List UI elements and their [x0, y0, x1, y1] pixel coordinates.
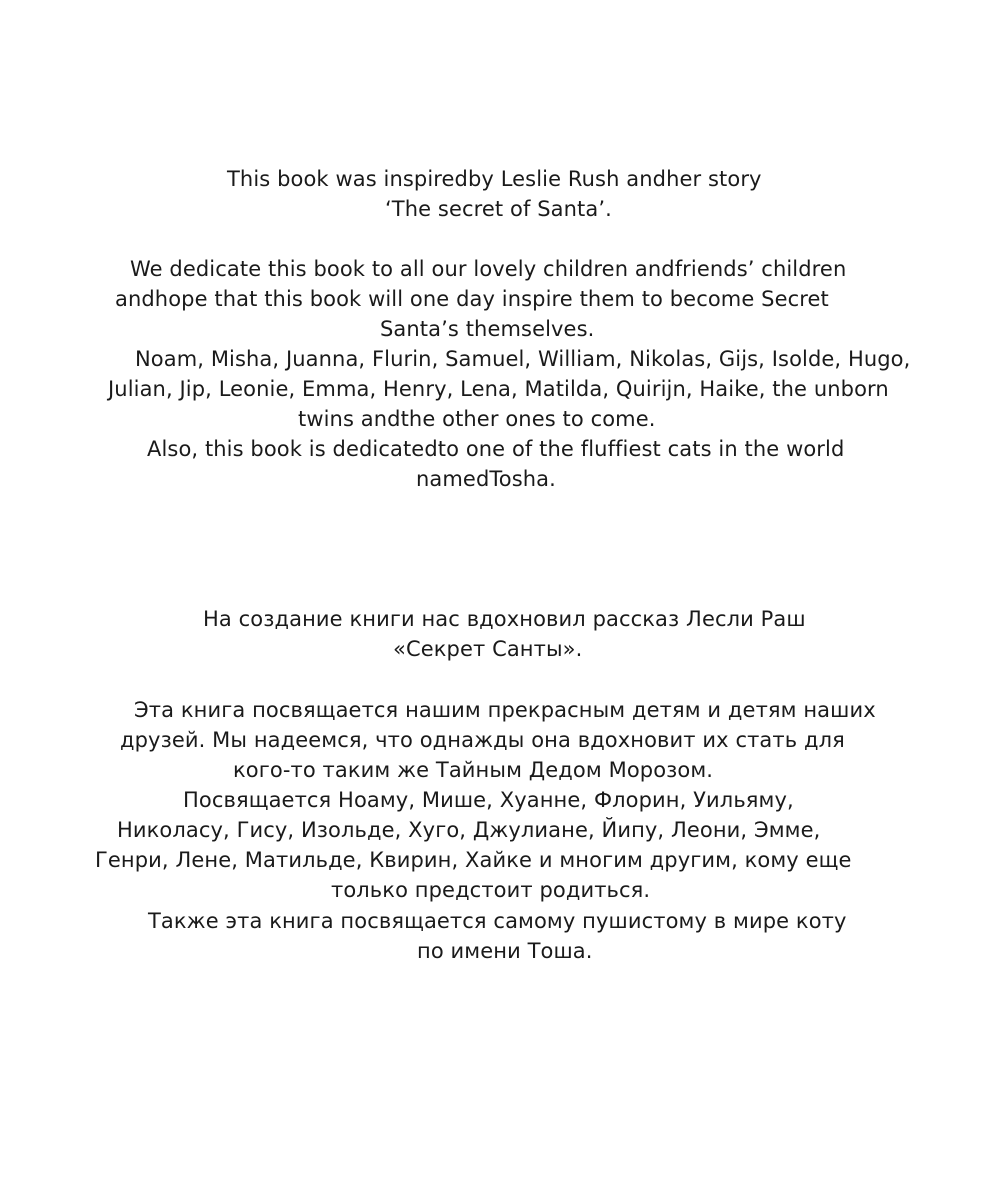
english-line: Santa’s themselves. — [380, 317, 595, 341]
english-line: This book was inspiredby Leslie Rush andher story — [227, 167, 762, 191]
english-line: Also, this book is dedicatedto one of the fluffiest cats in the world — [147, 437, 845, 461]
russian-line: только предстоит родиться. — [331, 878, 651, 902]
russian-line: «Секрет Санты». — [393, 637, 583, 661]
english-line: twins andthe other ones to come. — [298, 407, 656, 431]
russian-line: Посвящается Ноаму, Мише, Хуанне, Флорин, Уильяму, — [183, 788, 794, 812]
english-line: Noam, Misha, Juanna, Flurin, Samuel, William, Nikolas, Gijs, Isolde, Hugo, — [135, 347, 911, 371]
russian-line: Николасу, Гису, Изольде, Хуго, Джулиане, Йипу, Леони, Эмме, — [117, 818, 821, 842]
russian-line: Также эта книга посвящается самому пушистому в мире коту — [148, 909, 847, 933]
russian-line: На создание книги нас вдохновил рассказ Лесли Раш — [203, 607, 806, 631]
russian-line: Генри, Лене, Матильде, Квирин, Хайке и многим другим, кому еще — [95, 848, 852, 872]
russian-line: Эта книга посвящается нашим прекрасным детям и детям наших — [134, 698, 876, 722]
russian-line: по имени Тоша. — [417, 939, 593, 963]
english-line: andhope that this book will one day inspire them to become Secret — [115, 287, 829, 311]
russian-line: кого-то таким же Тайным Дедом Морозом. — [233, 758, 714, 782]
english-line: namedTosha. — [416, 467, 556, 491]
english-line: Julian, Jip, Leonie, Emma, Henry, Lena, Matilda, Quirijn, Haike, the unborn — [108, 377, 889, 401]
english-line: ‘The secret of Santa’. — [385, 197, 612, 221]
english-line: We dedicate this book to all our lovely children andfriends’ children — [130, 257, 847, 281]
russian-line: друзей. Мы надеемся, что однажды она вдохновит их стать для — [120, 728, 845, 752]
